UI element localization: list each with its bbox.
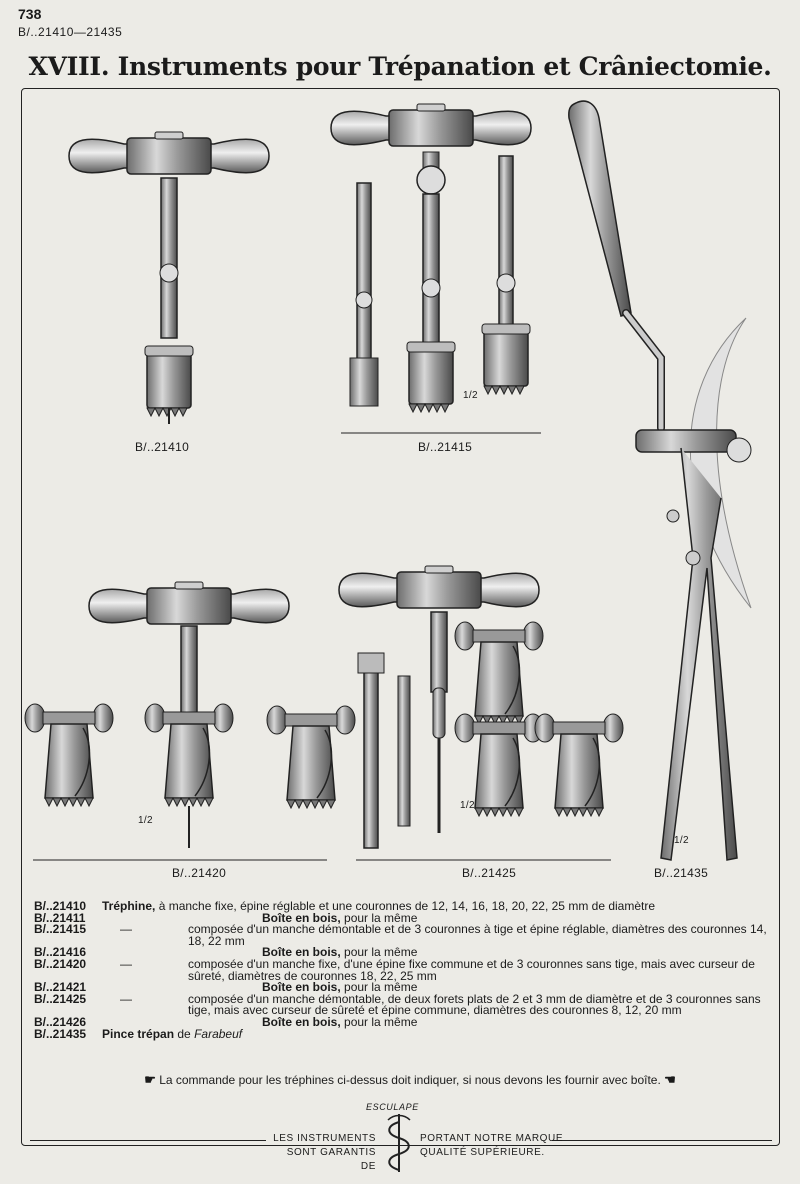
item-description: à manche fixe, épine réglable et une couronnes de 12, 14, 16, 18, 20, 22, 25 mm de diamètre xyxy=(158,899,656,913)
scale-label-21435: 1/2 xyxy=(674,835,689,846)
brand-mark: ESCULAPE xyxy=(366,1102,419,1112)
item-name: Boîte en bois, xyxy=(262,945,341,960)
instrument-illustrations xyxy=(21,88,778,888)
item-name: Boîte en bois, xyxy=(262,980,341,995)
footer-left-line2: SONT GARANTIS DE xyxy=(286,1147,376,1172)
item-code: B/..21435 xyxy=(34,1026,87,1041)
item-description: de xyxy=(177,1026,191,1041)
page-title: XVIII. Instruments pour Trépanation et Crâniectomie. xyxy=(28,52,772,81)
item-name: Boîte en bois, xyxy=(262,1014,341,1029)
item-code: B/..21420 xyxy=(34,956,87,971)
item-description: composée d'un manche démontable, de deux forets plats de 2 et 3 mm de diamètre et de 3 couronnes sans tige, mais avec curseur de sûreté et épine commune, diamètres des couronnes 8, 12, 20 mm xyxy=(188,991,761,1018)
item-name: Pince trépan xyxy=(102,1026,175,1041)
pointing-hand-icon: ☚ xyxy=(664,1072,676,1087)
trephine-21420-figure xyxy=(25,582,355,860)
item-description: composée d'un manche fixe, d'une épine fixe commune et de 3 couronnes sans tige, mais avec curseur de sûreté, diamètres de couronnes 18, 22, 25 mm xyxy=(188,956,755,983)
item-description: composée d'un manche démontable et de 3 couronnes à tige et épine réglable, diamètres des couronnes 14, 18, 22 mm xyxy=(188,922,767,948)
item-code: B/..21411 xyxy=(34,910,86,925)
item-description: pour la même xyxy=(344,1014,418,1029)
item-name: Tréphine, xyxy=(102,899,156,913)
footer-left-line1: LES INSTRUMENTS xyxy=(273,1133,376,1144)
caption-21435: B/..21435 xyxy=(654,866,709,880)
order-note-text: La commande pour les tréphines ci-dessus doit indiquer, si nous devons les fournir avec boîte. xyxy=(159,1073,661,1087)
catalog-range: B/..21410—21435 xyxy=(18,25,123,39)
list-item xyxy=(34,1026,774,1041)
item-code: B/..21421 xyxy=(34,980,87,995)
footer-left-text xyxy=(272,1132,376,1174)
footer-right-text xyxy=(420,1132,563,1160)
item-code: B/..21416 xyxy=(34,945,87,960)
caption-21425: B/..21425 xyxy=(462,866,517,880)
footer-rule-right xyxy=(552,1140,772,1141)
trephine-21415-figure xyxy=(331,104,541,433)
item-dash: — xyxy=(120,991,132,1006)
item-dash: — xyxy=(120,956,132,971)
trephine-21410-figure xyxy=(69,132,269,424)
item-code: B/..21426 xyxy=(34,1014,87,1029)
list-item xyxy=(34,991,774,1018)
scale-label-21420: 1/2 xyxy=(138,815,153,826)
footer-right-line1: PORTANT NOTRE MARQUE xyxy=(420,1133,564,1144)
item-name: Boîte en bois, xyxy=(262,910,341,925)
item-code: B/..21410 xyxy=(34,899,87,913)
item-dash: — xyxy=(120,922,132,937)
list-item xyxy=(34,924,774,947)
item-author: Farabeuf xyxy=(194,1026,243,1041)
item-description: pour la même xyxy=(344,910,418,925)
trephine-21425-figure xyxy=(339,566,623,860)
caduceus-logo xyxy=(384,1112,414,1174)
pointing-hand-icon: ☛ xyxy=(144,1072,156,1087)
caption-21410: B/..21410 xyxy=(135,440,190,454)
item-list xyxy=(34,901,774,1040)
item-code: B/..21425 xyxy=(34,991,87,1006)
item-description: pour la même xyxy=(344,980,418,995)
scale-label-21425: 1/2 xyxy=(460,800,475,811)
scale-label-21415: 1/2 xyxy=(463,390,478,401)
order-note xyxy=(80,1072,740,1088)
item-description: pour la même xyxy=(344,945,418,960)
caption-21415: B/..21415 xyxy=(418,440,473,454)
item-code: B/..21415 xyxy=(34,922,87,937)
list-item xyxy=(34,956,774,983)
footer-rule-left xyxy=(30,1140,266,1141)
footer-right-line2: QUALITÉ SUPÉRIEURE. xyxy=(420,1147,545,1158)
caption-21420: B/..21420 xyxy=(172,866,227,880)
page-number: 738 xyxy=(18,6,42,22)
